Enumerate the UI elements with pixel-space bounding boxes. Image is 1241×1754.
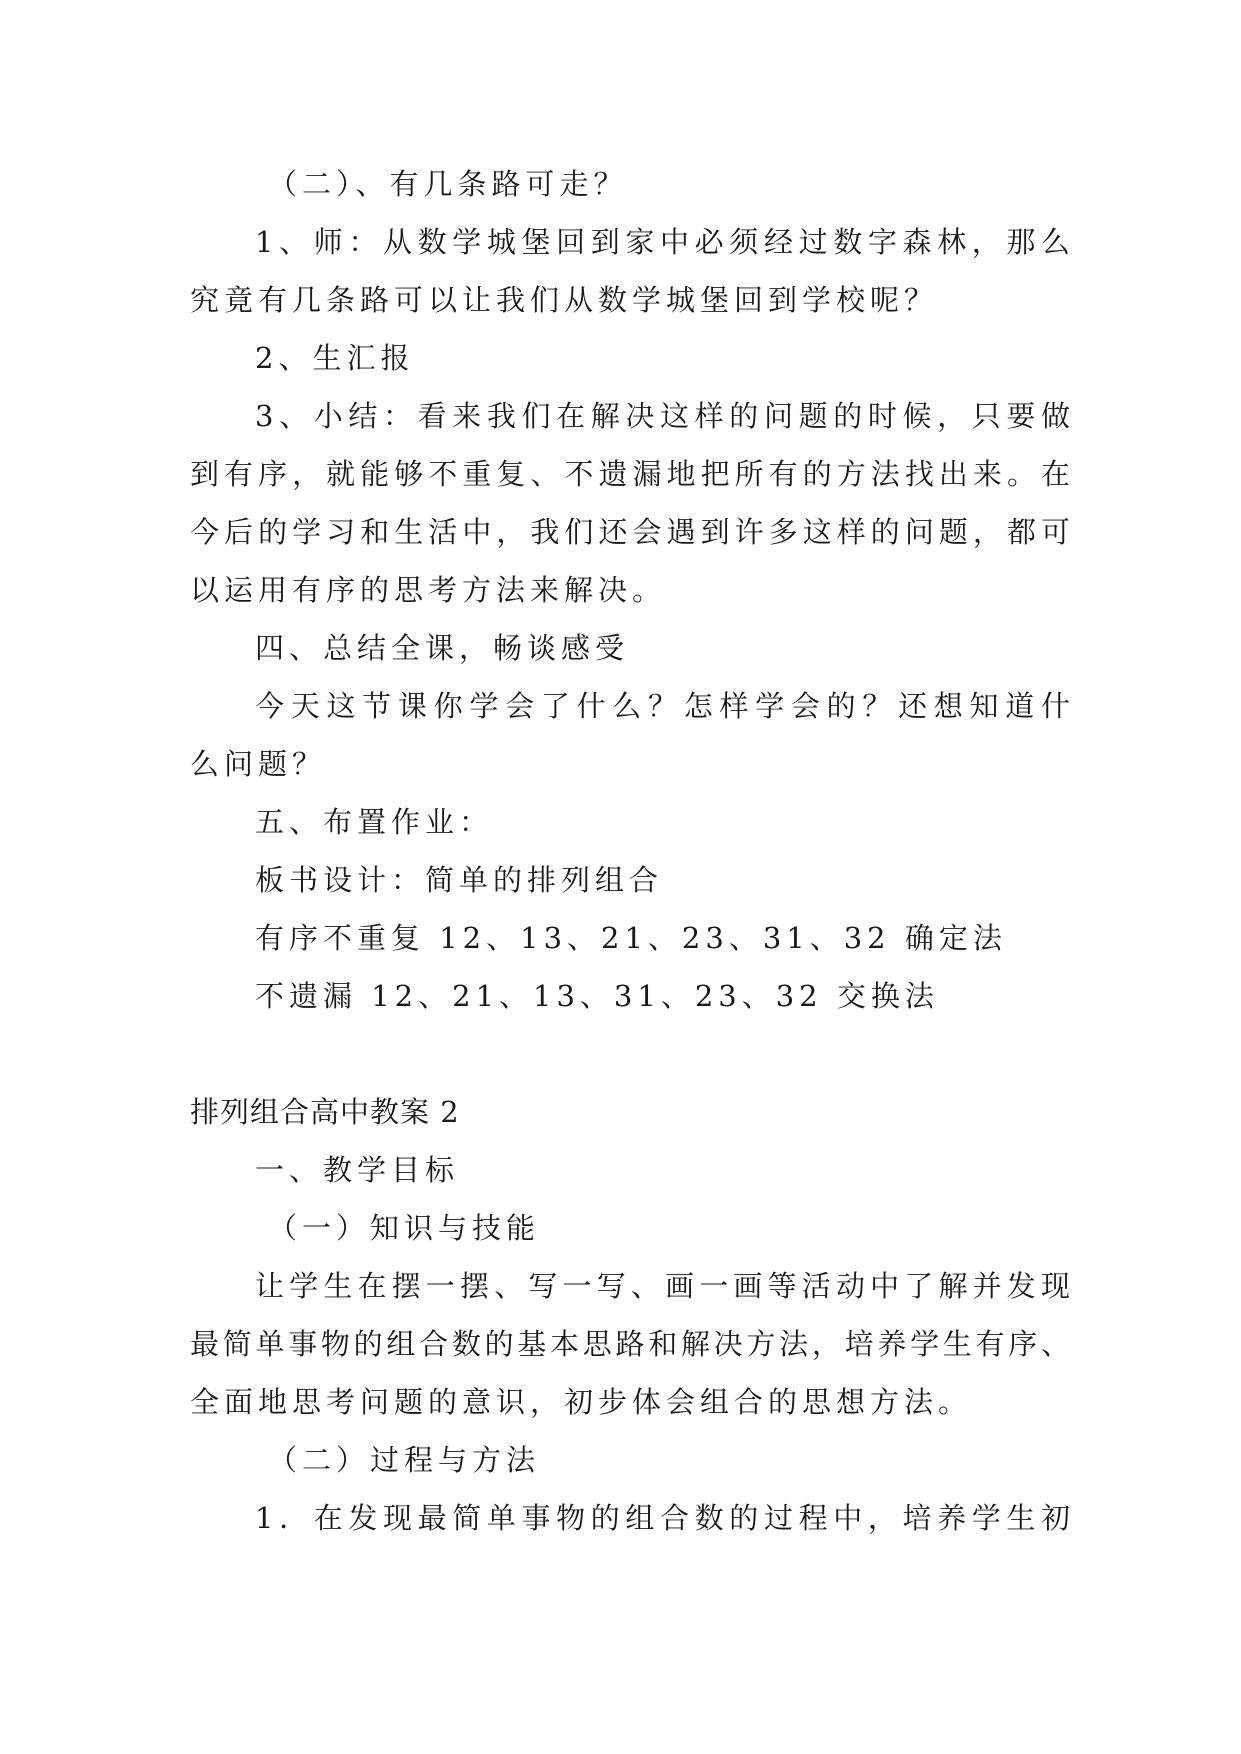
paragraph-line: 今后的学习和生活中，我们还会遇到许多这样的问题，都可: [190, 515, 1070, 549]
paragraph-line: 1．在发现最简单事物的组合数的过程中，培养学生初: [255, 1501, 1070, 1535]
document-title: 排列组合高中教案 2: [190, 1095, 460, 1129]
section-heading: （二）、有几条路可走？: [268, 167, 628, 201]
subsection-heading: （一）知识与技能: [268, 1211, 541, 1245]
paragraph-line: 3、小结：看来我们在解决这样的问题的时候，只要做: [255, 399, 1070, 433]
paragraph-line: 究竟有几条路可以让我们从数学城堡回到学校呢？: [190, 283, 939, 317]
paragraph-line: 以运用有序的思考方法来解决。: [190, 573, 667, 607]
section-heading: 五、布置作业：: [255, 805, 494, 839]
section-heading: 一、教学目标: [255, 1153, 460, 1187]
paragraph-line: 最简单事物的组合数的基本思路和解决方法，培养学生有序、: [190, 1327, 1070, 1361]
paragraph-line: 板书设计：简单的排列组合: [255, 863, 664, 897]
paragraph-line: 不遗漏 12、21、13、31、23、32 交换法: [255, 979, 939, 1013]
section-heading: 四、总结全课，畅谈感受: [255, 631, 630, 665]
paragraph-line: 今天这节课你学会了什么？怎样学会的？还想知道什: [255, 689, 1070, 723]
paragraph-line: 1、师：从数学城堡回到家中必须经过数字森林，那么: [255, 225, 1070, 259]
paragraph-line: 让学生在摆一摆、写一写、画一画等活动中了解并发现: [255, 1269, 1070, 1303]
paragraph-line: 2、生汇报: [255, 341, 415, 375]
subsection-heading: （二）过程与方法: [268, 1443, 541, 1477]
paragraph-line: 到有序，就能够不重复、不遗漏地把所有的方法找出来。在: [190, 457, 1070, 491]
paragraph-line: 么问题？: [190, 747, 327, 781]
paragraph-line: 全面地思考问题的意识，初步体会组合的思想方法。: [190, 1385, 973, 1419]
paragraph-line: 有序不重复 12、13、21、23、31、32 确定法: [255, 921, 1007, 955]
